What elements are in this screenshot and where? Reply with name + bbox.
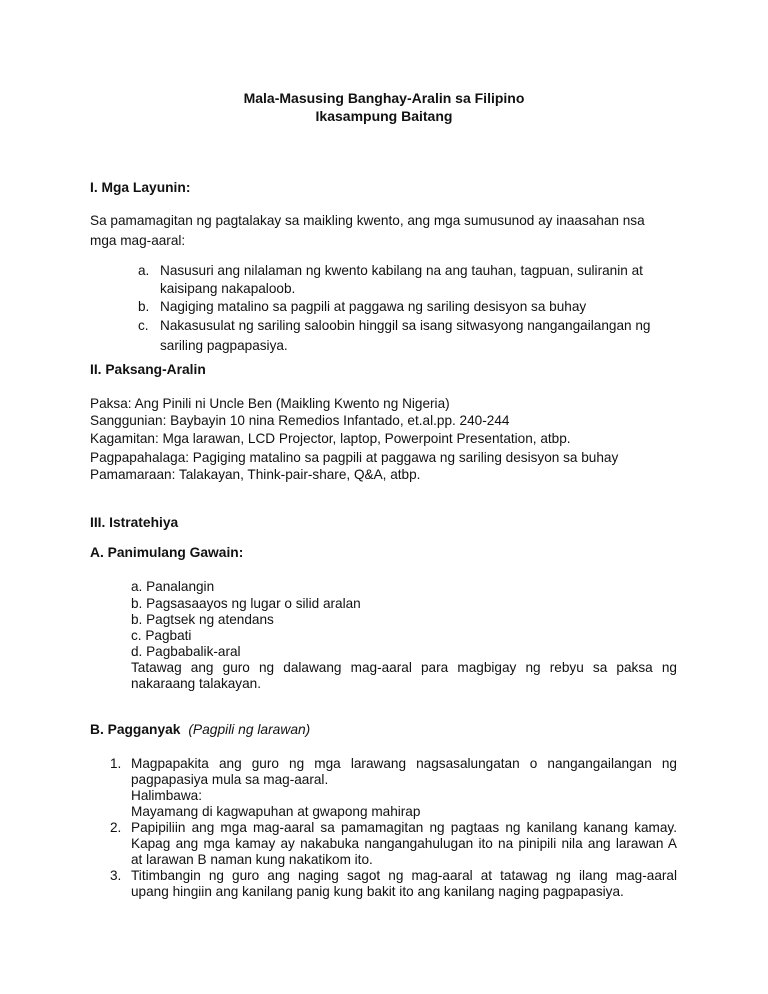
part-b-step-2-line-3: at larawan B naman kung nakatikom ito. (131, 852, 373, 867)
objective-marker-b: b. (138, 299, 150, 314)
objective-marker-c: c. (138, 318, 149, 333)
objective-c-line-2: sariling pagpapasiya. (160, 338, 288, 353)
part-b-step-1-line-4: Mayamang di kagwapuhan at gwapong mahirap (131, 804, 421, 819)
part-b-step-2-line-1: Papipiliin ang mga mag-aaral sa pamamagitan ng pagtaas ng kanilang kanang kamay. (131, 820, 677, 835)
objective-b-line-1: Nagiging matalino sa pagpili at paggawa ng sariling desisyon sa buhay (160, 299, 587, 314)
part-b-step-3-marker: 3. (110, 868, 122, 883)
part-b-step-1-line-1: Magpapakita ang guro ng mga larawang nagsasalungatan o nangangailangan ng (131, 756, 677, 771)
topic-line-kagamitan: Kagamitan: Mga larawan, LCD Projector, laptop, Powerpoint Presentation, atbp. (90, 431, 571, 446)
section-topic-heading: II. Paksang-Aralin (90, 362, 206, 377)
part-b-step-1-marker: 1. (110, 756, 122, 771)
document-subtitle: Ikasampung Baitang (315, 108, 453, 124)
part-b-heading (90, 722, 310, 737)
topic-line-sanggunian: Sanggunian: Baybayin 10 nina Remedios Infantado, et.al.pp. 240-244 (90, 413, 510, 428)
part-b-heading-label: B. Pagganyak (90, 722, 181, 737)
part-a-note-line-1: Tatawag ang guro ng dalawang mag-aaral para magbigay ng rebyu sa paksa ng (131, 660, 677, 675)
objectives-intro-line-1: Sa pamamagitan ng pagtalakay sa maikling kwento, ang mga sumusunod ay inaasahan nsa (90, 213, 645, 228)
objective-c-line-1: Nakasusulat ng sariling saloobin hinggil sa isang sitwasyong nangangailangan ng (160, 318, 651, 333)
part-b-step-2-marker: 2. (110, 820, 122, 835)
part-b-step-1-line-3: Halimbawa: (131, 788, 203, 803)
objective-a-line-2: kaisipang nakapaloob. (160, 281, 296, 296)
part-a-item-5: d. Pagbabalik-aral (131, 644, 241, 659)
part-b-step-2-line-2: Kapag ang mga kamay ay nakabuka nangangahulugan ito na pinipili nila ang larawan A (131, 836, 677, 851)
section-strategy-heading: III. Istratehiya (90, 515, 179, 530)
part-a-item-4: c. Pagbati (131, 628, 192, 643)
part-a-heading: A. Panimulang Gawain: (90, 545, 244, 560)
part-a-item-3: b. Pagtsek ng atendans (131, 612, 274, 627)
section-objectives-heading: I. Mga Layunin: (90, 180, 191, 195)
part-a-note-line-2: nakaraang talakayan. (131, 676, 261, 691)
objective-a-line-1: Nasusuri ang nilalaman ng kwento kabilang na ang tauhan, tagpuan, suliranin at (160, 263, 643, 278)
document-title: Mala-Masusing Banghay-Aralin sa Filipino (243, 90, 525, 106)
part-b-step-3-line-1: Titimbangin ng guro ang naging sagot ng mag-aaral at tatawag ng ilang mag-aaral (131, 868, 677, 883)
part-b-step-3-line-2: upang hingiin ang kanilang panig kung bakit ito ang kanilang naging pagpapasiya. (131, 884, 624, 899)
part-b-step-1-line-2: pagpapasiya mula sa mag-aaral. (131, 772, 329, 787)
objective-marker-a: a. (138, 263, 150, 278)
objectives-intro-line-2: mga mag-aaral: (90, 233, 186, 248)
topic-line-pamamaraan: Pamamaraan: Talakayan, Think-pair-share, Q&A, atbp. (90, 467, 421, 482)
topic-line-paksa: Paksa: Ang Pinili ni Uncle Ben (Maikling Kwento ng Nigeria) (90, 396, 450, 411)
topic-line-pagpapahalaga: Pagpapahalaga: Pagiging matalino sa pagpili at paggawa ng sariling desisyon sa buhay (90, 450, 619, 465)
part-a-item-2: b. Pagsasaayos ng lugar o silid aralan (131, 596, 361, 611)
part-a-item-1: a. Panalangin (131, 579, 215, 594)
part-b-heading-note: (Pagpili ng larawan) (188, 722, 311, 737)
